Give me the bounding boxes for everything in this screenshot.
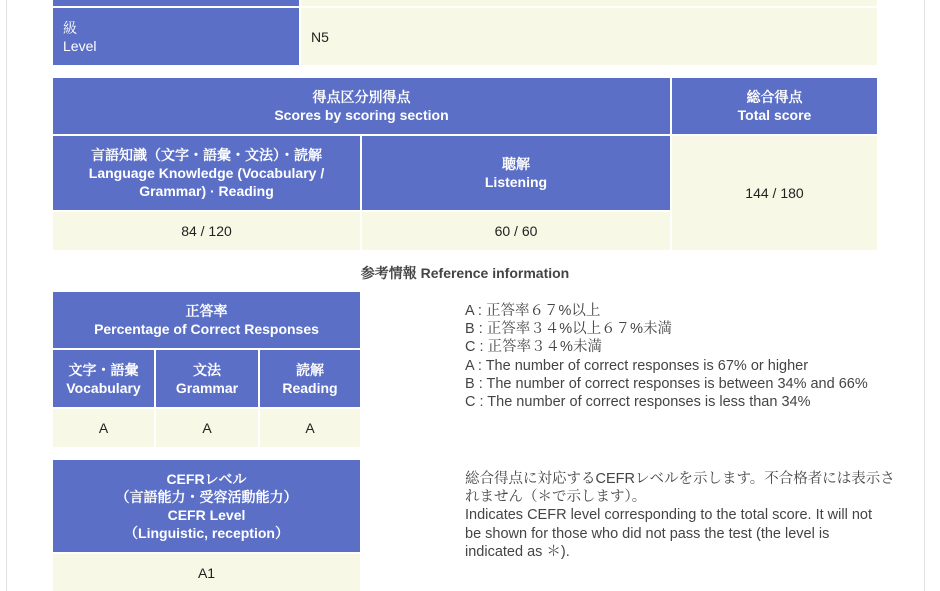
cefr-note-line: れません（＊で示します）。 [465, 489, 647, 506]
listening-score [362, 212, 670, 250]
cefr-level-value [53, 554, 360, 591]
reading-header [260, 350, 360, 407]
level-label-en: Level [63, 37, 97, 54]
vocabulary-header-ja: 文字・語彙 [68, 361, 139, 378]
total-score-header-en: Total score [737, 107, 812, 123]
cefr-note-line: Indicates CEFR level corresponding to the total score. It will not [465, 507, 872, 524]
reading-header-ja: 読解 [296, 361, 324, 378]
legend-line: B : 正答率３４%以上６７%未満 [465, 321, 673, 338]
total-score-header-ja: 総合得点 [746, 89, 803, 105]
grammar-grade-text: A [202, 420, 212, 436]
listening-header-en: Listening [484, 174, 548, 190]
grammar-header [156, 350, 258, 407]
level-value-text: N5 [311, 28, 329, 45]
grammar-grade [156, 409, 258, 447]
percentage-correct-header-ja: 正答率 [185, 303, 228, 319]
cefr-level-header [53, 460, 360, 552]
cefr-header-line1: CEFRレベル [166, 471, 247, 487]
listening-header [362, 136, 670, 210]
page-left-border [6, 0, 7, 591]
cefr-level-value-text: A1 [197, 564, 216, 581]
reading-grade [260, 409, 360, 447]
previous-row-value [301, 0, 877, 6]
total-score-text: 144 / 180 [745, 185, 804, 201]
listening-header-ja: 聴解 [502, 156, 530, 172]
vocabulary-grade [53, 409, 154, 447]
cefr-header-line4: （Linguistic, reception） [124, 525, 289, 541]
language-knowledge-header-ja: 言語知識（文字・語彙・文法）・読解 [91, 147, 322, 163]
language-knowledge-header-en-2: Grammar) · Reading [139, 183, 274, 199]
language-knowledge-header-en-1: Language Knowledge (Vocabulary / [88, 165, 325, 181]
cefr-header-line2: （言語能力・受容活動能力） [115, 489, 298, 505]
cefr-header-line3: CEFR Level [167, 507, 246, 523]
cefr-note [465, 470, 895, 561]
vocabulary-header [53, 350, 154, 407]
legend-line: B : The number of correct responses is between 34% and 66% [465, 375, 868, 392]
scores-section-header-en: Scores by scoring section [274, 107, 449, 123]
reading-header-en: Reading [282, 379, 338, 396]
cefr-note-line: 総合得点に対応するCEFRレベルを示します。不合格者には表示さ [465, 471, 895, 487]
language-knowledge-score [53, 212, 360, 250]
total-score-header [672, 78, 877, 134]
level-label-ja: 級 [63, 19, 77, 36]
page-right-border [924, 0, 925, 591]
grammar-header-ja: 文法 [193, 361, 221, 378]
scores-section-header [53, 78, 670, 134]
level-label [53, 8, 299, 65]
legend-line: C : 正答率３４%未満 [465, 339, 602, 356]
reading-grade-text: A [305, 420, 315, 436]
legend-line: A : The number of correct responses is 67% or higher [465, 357, 809, 374]
listening-score-text: 60 / 60 [494, 223, 538, 239]
level-value [301, 8, 877, 65]
cefr-note-line: be shown for those who did not pass the test (the level is [465, 525, 830, 542]
cefr-note-line: indicated as ＊). [465, 543, 570, 560]
reference-information-title: 参考情報 Reference information [360, 265, 570, 281]
percentage-correct-header [53, 292, 360, 348]
previous-row-label [53, 0, 299, 6]
percentage-correct-header-en: Percentage of Correct Responses [94, 321, 319, 337]
scores-section-header-ja: 得点区分別得点 [312, 89, 411, 105]
grade-legend [465, 302, 868, 411]
vocabulary-header-en: Vocabulary [66, 379, 141, 396]
vocabulary-grade-text: A [98, 420, 109, 436]
legend-line: C : The number of correct responses is less than 34% [465, 394, 811, 411]
total-score-value [672, 136, 877, 250]
grammar-header-en: Grammar [175, 379, 239, 396]
language-knowledge-score-text: 84 / 120 [181, 223, 232, 239]
legend-line: A : 正答率６７%以上 [465, 303, 601, 319]
language-knowledge-header [53, 136, 360, 210]
